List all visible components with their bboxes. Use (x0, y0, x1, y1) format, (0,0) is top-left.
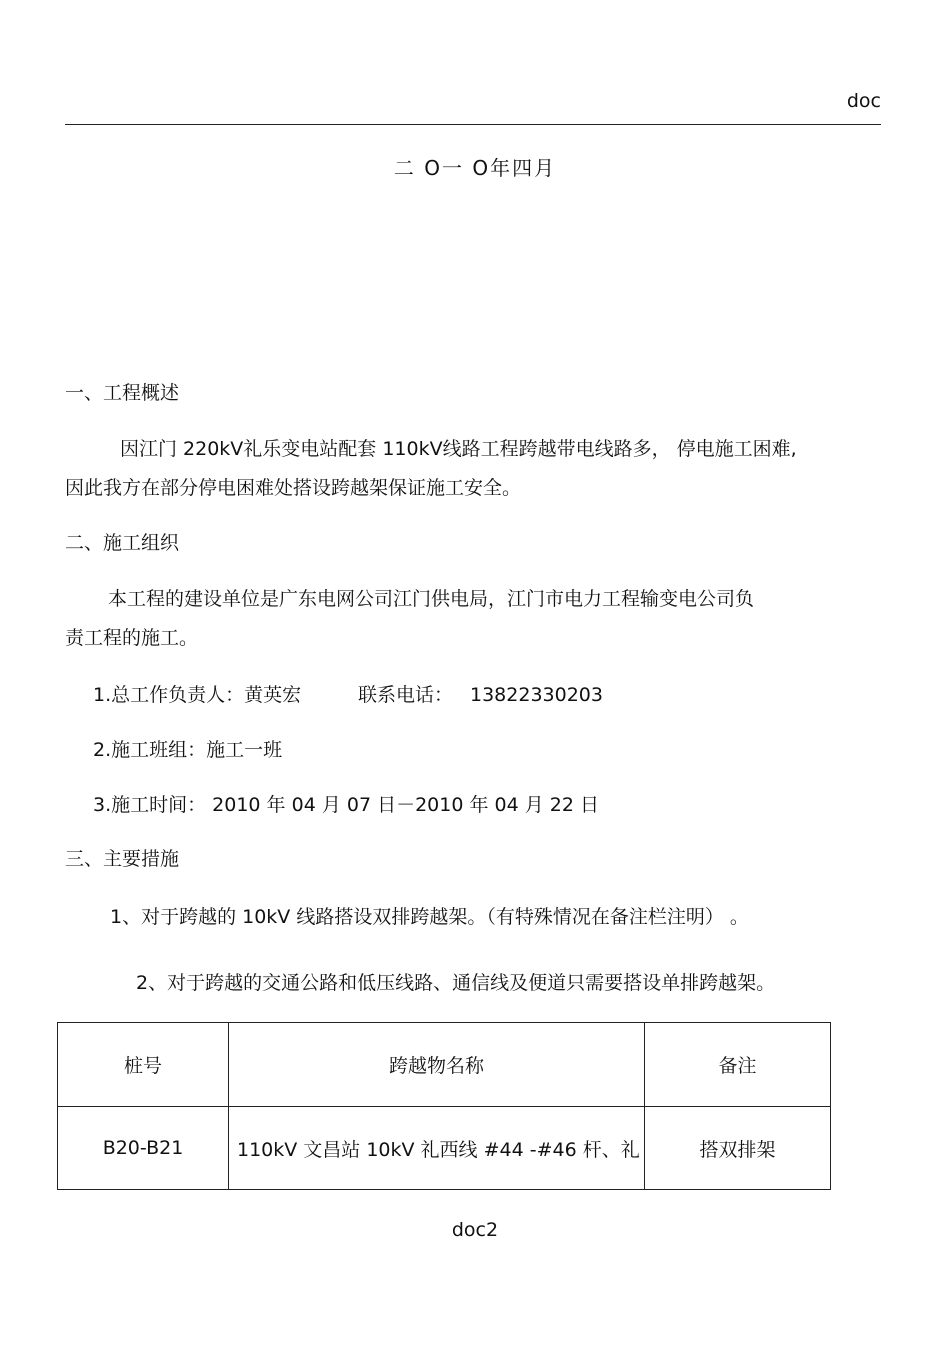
table-header-remarks: 备注 (645, 1023, 831, 1107)
table-cell-pile-number: B20-B21 (58, 1107, 229, 1190)
section-heading-organization: 二、施工组织 (65, 532, 180, 554)
construction-period: 3.施工时间： 2010 年 04 月 07 日－2010 年 04 月 22 日 (93, 794, 599, 816)
section-heading-overview: 一、工程概述 (65, 382, 180, 404)
table-cell-remarks: 搭双排架 (645, 1107, 831, 1190)
organization-paragraph-line1: 本工程的建设单位是广东电网公司江门供电局，江门市电力工程输变电公司负 (108, 588, 755, 610)
header-doc-label: doc (846, 90, 881, 112)
overview-paragraph-line1: 因江门 220kV礼乐变电站配套 110kV线路工程跨越带电线路多， 停电施工困难, (120, 438, 797, 460)
footer-doc-label: doc2 (451, 1219, 499, 1241)
responsible-person: 1.总工作负责人：黄英宏 (93, 684, 302, 706)
phone-number: 13822330203 (470, 684, 603, 706)
measure-item-2: 2、对于跨越的交通公路和低压线路、通信线及便道只需要搭设单排跨越架。 (136, 972, 776, 994)
date-line: 二 O一 O年四月 (393, 156, 557, 180)
overview-paragraph-line2: 因此我方在部分停电困难处搭设跨越架保证施工安全。 (65, 477, 522, 499)
construction-team: 2.施工班组：施工一班 (93, 739, 283, 761)
measure-item-1: 1、对于跨越的 10kV 线路搭设双排跨越架。（有特殊情况在备注栏注明） 。 (110, 906, 749, 928)
phone-label: 联系电话： (358, 684, 454, 706)
table-header-row (58, 1023, 831, 1107)
organization-paragraph-line2: 责工程的施工。 (65, 627, 199, 649)
header-rule (65, 124, 881, 125)
crossing-table (57, 1022, 831, 1190)
section-heading-measures: 三、主要措施 (65, 848, 180, 870)
table-cell-crossing-object: 110kV 文昌站 10kV 礼西线 #44 -#46 杆、礼 (229, 1107, 645, 1190)
table-row (58, 1107, 831, 1190)
table-header-pile-number: 桩号 (58, 1023, 229, 1107)
table-header-crossing-object: 跨越物名称 (229, 1023, 645, 1107)
